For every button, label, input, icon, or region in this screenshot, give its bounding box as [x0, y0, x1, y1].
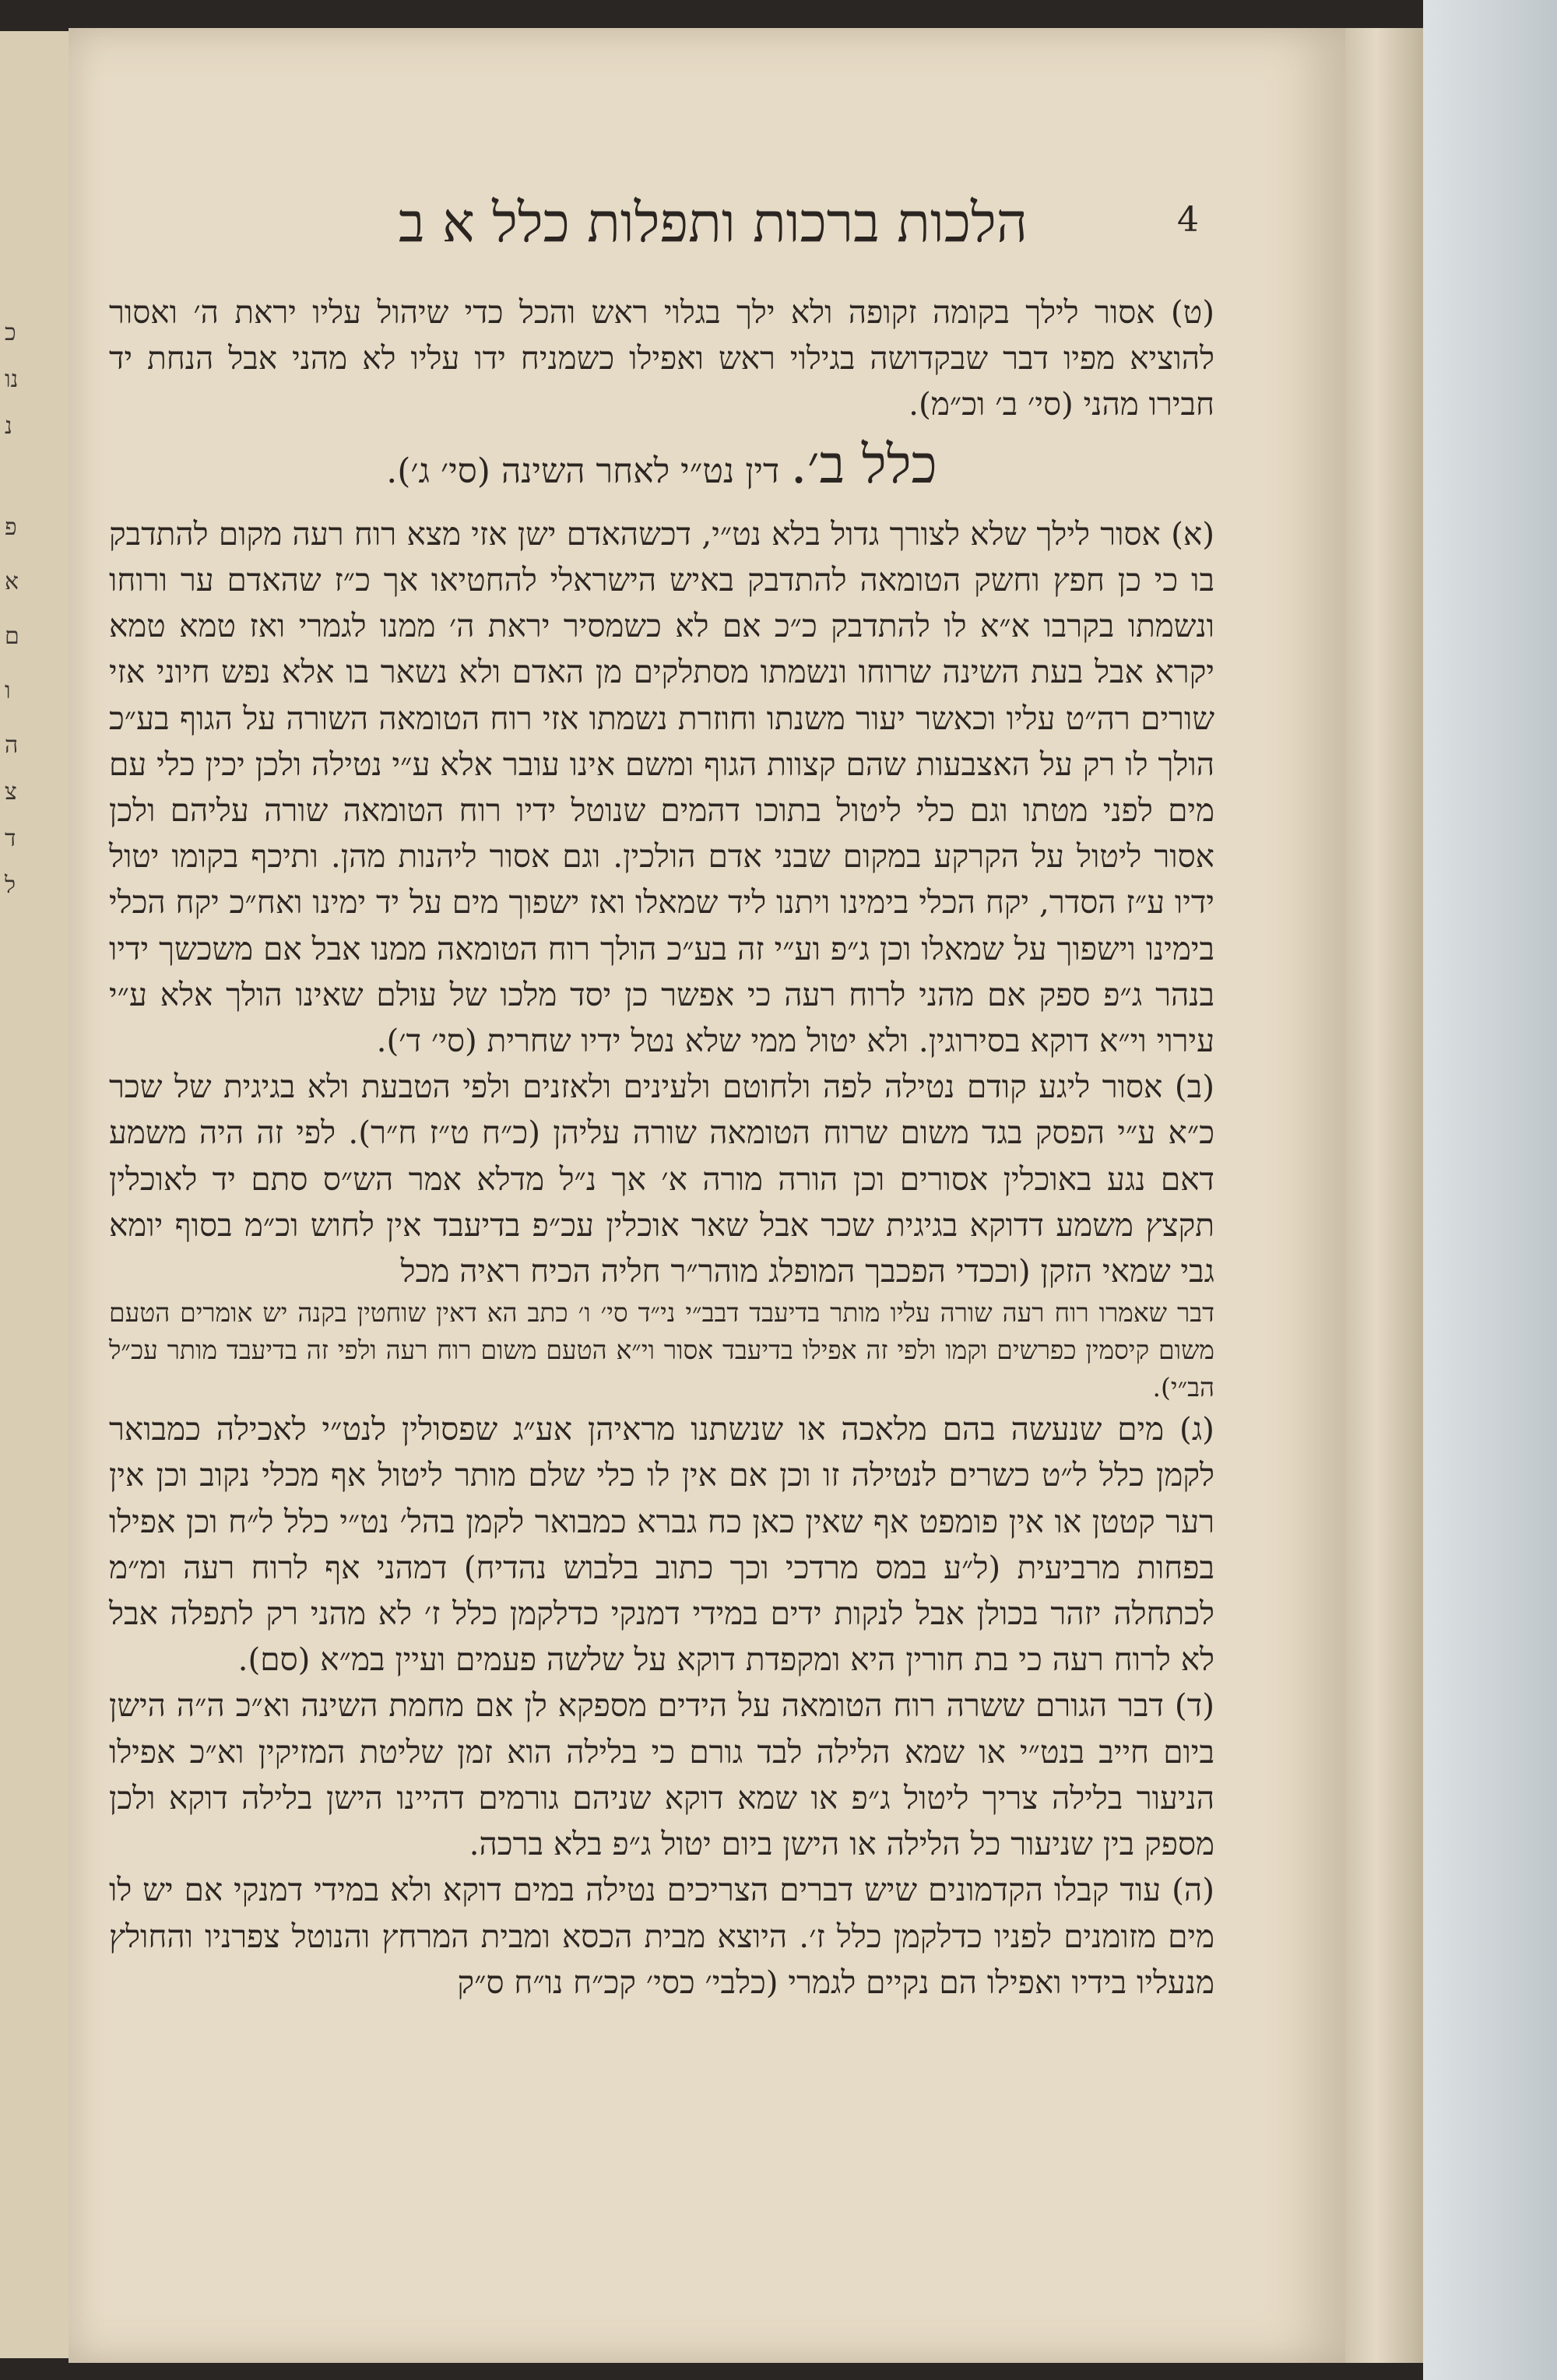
paragraph-tet: (ט) אסור לילך בקומה זקופה ולא ילך בגלוי ראש והכל כדי שיהול עליו יראת ה׳ ואסור להוציא מפיו דבר שבקדושה בגילוי ראש ואפילו כשמניח ידו עליו לא מהני אבל הנחת יד חבירו מהני (סי׳ ב׳ וכ״מ).: [109, 293, 1214, 423]
book-cover: [1423, 0, 1557, 2380]
paragraph-bet-note: דבר שאמרו רוח רעה שורה עליו מותר בדיעבד דבב״י ני״ד סי׳ ו׳ כתב הא דאין שוחטין בקנה יש אומרים הטעם משום קיסמין כפרשים וקמו ולפי זה אפילו בדיעבד אסור וי״א הטעם משום רוח רעה ולפי זה בדיעבד מותר עכ״ל הב״י).: [109, 1297, 1214, 1403]
previous-page-edge: [0, 31, 70, 2358]
margin-fragment: ה: [5, 732, 19, 759]
paragraph-gimel: (ג) מים שנעשה בהם מלאכה או שנשתנו מראיהן אע״ג שפסולין לנט״י לאכילה כמבואר לקמן כלל ל״ט כשרים לנטילה זו וכן אם אין לו כלי שלם מותר ליטול אף מכלי נקוב וכן אין רער קטטן או אין פומפט אף שאין כאן כח גברא כמבואר לקמן בהל׳ נט״י כלל ל״ח וכן אפילו בפחות מרביעית (ל״ע במס מרדכי וכך כתוב בלבוש נהדיח) דמהני אף לרוח רעה ומ״מ לכתחלה יזהר בכולן אבל לנקות ידים במידי דמנקי כדלקמן כלל ז׳ לא מהני רק לתפלה אבל לא לרוח רעה כי בת חורין היא ומקפדת דוקא על שלשה פעמים ועיין במ״א (סם).: [109, 1410, 1214, 1679]
margin-fragment: ם: [5, 623, 19, 650]
page-body: [109, 290, 1214, 2006]
section-heading-label: כלל ב׳.: [790, 434, 937, 496]
margin-fragment: נ: [5, 412, 12, 440]
margin-fragment: ל: [5, 872, 16, 899]
section-heading-title: דין נט״י לאחר השינה (סי׳ ג׳).: [386, 451, 780, 491]
margin-fragment: נו: [5, 366, 19, 393]
page-fore-edge: [1345, 28, 1423, 2363]
margin-fragment: כ: [5, 319, 16, 346]
margin-fragment: א: [5, 568, 19, 595]
paragraph-he: (ה) עוד קבלו הקדמונים שיש דברים הצריכים נטילה במים דוקא ולא במידי דמנקי אם יש לו מים מזומנים לפניו כדלקמן כלל ז׳. היוצא מבית הכסא ומבית המרחץ והנוטל צפרניו והחולץ מנעליו בידיו ואפילו הם נקיים לגמרי (כלבי׳ כסי׳ קכ״ח נו״ח ס״ק: [109, 1871, 1214, 2001]
margin-fragment: ד: [5, 825, 16, 852]
section-heading: [109, 434, 1214, 496]
page-number: 4: [1177, 200, 1199, 240]
paragraph-bet: (ב) אסור ליגע קודם נטילה לפה ולחוטם ולעינים ולאזנים ולפי הטבעת ולא בגיגית של שכר כ״א ע״י הפסק בגד משום שרוח הטומאה שורה עליהן (כ״ח ט״ז ח״ר). לפי זה היה משמע דאם נגע באוכלין אסורים וכן הורה מורה א׳ אך נ״ל מדלא אמר הש״ס סתם יד לאוכלין תקצץ משמע דדוקא בגיגית שכר אבל שאר אוכלין עכ״פ בדיעבד אין לחוש וכ״מ בסוף יומא גבי שמאי הזקן (וככדי הפכבך המופלג מוהר״ר חליה הכיח ראיה מכל: [109, 1068, 1214, 1290]
running-head: [109, 191, 1214, 269]
margin-fragment: פ: [5, 514, 17, 541]
margin-fragment: צ: [5, 778, 17, 806]
running-title: הלכות ברכות ותפלות כלל א ב: [398, 191, 1028, 254]
margin-fragment: ו: [5, 677, 11, 704]
paragraph-alef: (א) אסור לילך שלא לצורך גדול בלא נט״י, דכשהאדם ישן אזי מצא רוח רעה מקום להתדבק בו כי כן חפץ וחשק הטומאה להתדבק באיש הישראלי להחטיאו אך כ״ז שהאדם ער ורוחו ונשמתו בקרבו א״א לו להתדבק כ״כ אם לא כשמסיר יראת ה׳ ממנו לגמרי ואז טמא טמא יקרא אבל בעת השינה שרוחו ונשמתו מסתלקים מן האדם ולא נשאר בו אלא נפש חיוני אזי שורים רה״ט עליו וכאשר יעור משנתו וחוזרת נשמתו אזי רוח הטומאה השורה על הגוף בע״כ הולך לו רק על האצבעות שהם קצוות הגוף ומשם אינו עובר אלא ע״י נטילה ולכן יכין כלי עם מים לפני מטתו וגם כלי ליטול בתוכו דהמים שנוטל ידיו רוח הטומאה שורה עליהם ולכן אסור ליטול על הקרקע במקום שבני אדם הולכין. וגם אסור ליהנות מהן. ותיכף בקומו יטול ידיו ע״ז הסדר, יקח הכלי בימינו ויתנו ליד שמאלו ואז ישפוך מים על יד ימינו ואח״כ יקח הכלי בימינו וישפוך על שמאלו וכן ג״פ וע״י זה בע״כ הולך רוח הטומאה ממנו אבל אם משכשך ידיו בנהר ג״פ ספק אם מהני לרוח רעה כי אפשר כן יסד מלכו של עולם שאינו הולך אלא ע״י עירוי וי״א דוקא בסירוגין. ולא יטול ממי שלא נטל ידיו שחרית (סי׳ ד׳).: [109, 514, 1214, 1060]
paragraph-dalet: (ד) דבר הגורם ששרה רוח הטומאה על הידים מספקא לן אם מחמת השינה וא״כ ה״ה הישן ביום חייב בנט״י או שמא הלילה לבד גורם כי בלילה הוא זמן שליטת המזיקין וא״כ אפילו הניעור בלילה צריך ליטול ג״פ או שמא דוקא שניהם גורמים דהיינו הישן בלילה דוקא ולכן מספק בין שניעור כל הלילה או הישן ביום יטול ג״פ בלא ברכה.: [109, 1687, 1214, 1863]
